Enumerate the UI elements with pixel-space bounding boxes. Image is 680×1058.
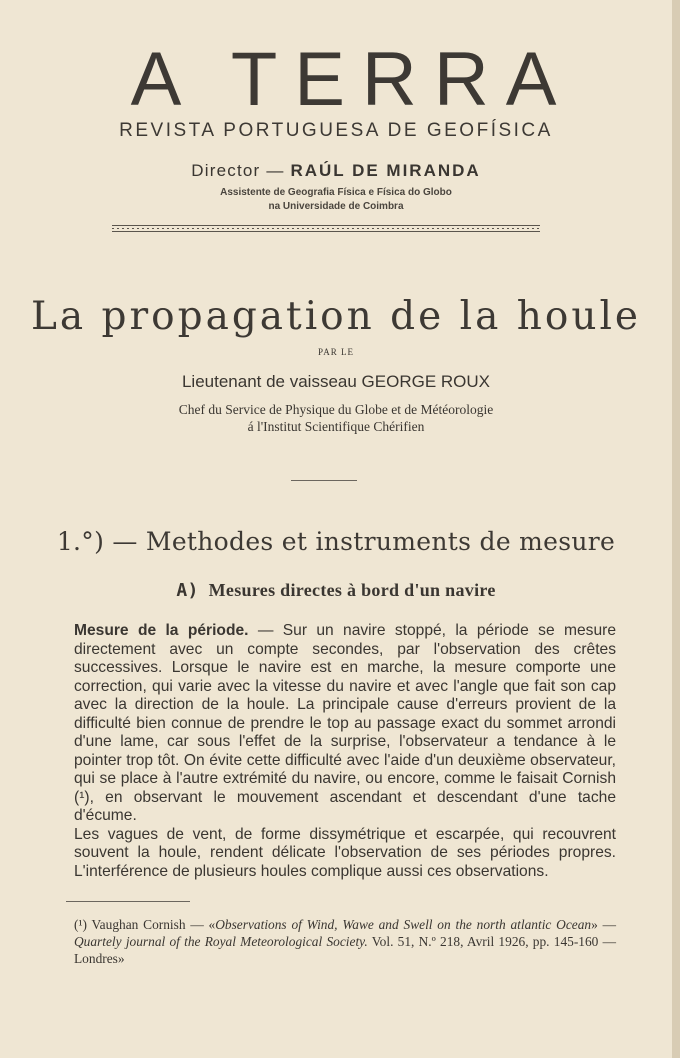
article-by: PAR LE: [318, 347, 354, 357]
body-paragraph: [74, 826, 616, 882]
body-paragraph: [74, 622, 616, 826]
paragraph-runin-heading: Mesure de la période.: [74, 622, 249, 639]
footnote-marker: (¹): [74, 917, 87, 932]
journal-masthead: A TERRA: [130, 37, 574, 122]
author-affiliation-line-1: Chef du Service de Physique du Globe et de Météorologie: [178, 402, 494, 417]
director-label: Director —: [191, 161, 291, 180]
subsection-label: A): [176, 580, 199, 601]
article-author: Lieutenant de vaisseau GEORGE ROUX: [181, 372, 491, 391]
section-heading: 1.°) — Methodes et instruments de mesure: [56, 527, 616, 556]
footnote-author: Vaughan Cornish — «: [86, 917, 216, 932]
footnote: [74, 916, 616, 967]
director-assistant-line-2: na Universidade de Coimbra: [268, 201, 404, 212]
footnote-citation: Vol. 51, N.º 218, Avril 1926, pp. 145-160 — Londres»: [74, 934, 616, 966]
paragraph-text: Les vagues de vent, de forme dissymétrique et escarpée, qui recouvrent souvent la houle, rendent délicate l'observation de ses périodes propres. L'interférence de plusieurs houles complique aussi ces observations.: [74, 825, 616, 880]
article-title: La propagation de la houle: [30, 294, 642, 339]
director-line: [0, 161, 672, 181]
footnote-separator: » —: [591, 917, 616, 932]
footnote-divider: [66, 901, 190, 902]
header-divider: [112, 225, 540, 232]
paragraph-text: — Sur un navire stoppé, la période se mesure directement avec un compte secondes, par l'observation des crêtes successives. Lorsque le navire est en marche, la mesure comporte une correction, qui varie avec la vitesse du navire et avec l'angle que fait son cap avec la direction de la houle. La principale cause d'erreurs provient de la difficulté bien connue de prendre le top au passage exact du sommet arrondi d'une lame, car sous l'effet de la surprise, l'observateur a tendance à le pointer trop tôt. On évite cette difficulté avec l'aide d'un deuxième observateur, qui se place à l'autre extrémité du navire, ou encore, comme le faisait Cornish (¹), en observant le mouvement ascendant et descendant d'une tache d'écume.: [74, 622, 616, 824]
page-spine: [672, 0, 680, 1058]
title-divider: [291, 480, 357, 481]
subsection-title: Mesures directes à bord d'un navire: [208, 580, 496, 600]
footnote-journal: Quartely journal of the Royal Meteorological Society.: [74, 934, 368, 949]
director-name: RAÚL DE MIRANDA: [290, 161, 481, 180]
author-affiliation-line-2: á l'Institut Scientifique Chérifien: [247, 419, 425, 434]
director-assistant-line-1: Assistente de Geografia Física e Física do Globo: [220, 187, 452, 198]
footnote-title: Observations of Wind, Wawe and Swell on the north atlantic Ocean: [215, 917, 592, 932]
subsection-heading: [0, 580, 672, 601]
journal-subtitle: REVISTA PORTUGUESA DE GEOFÍSICA: [119, 120, 553, 141]
article-body: [74, 622, 616, 881]
